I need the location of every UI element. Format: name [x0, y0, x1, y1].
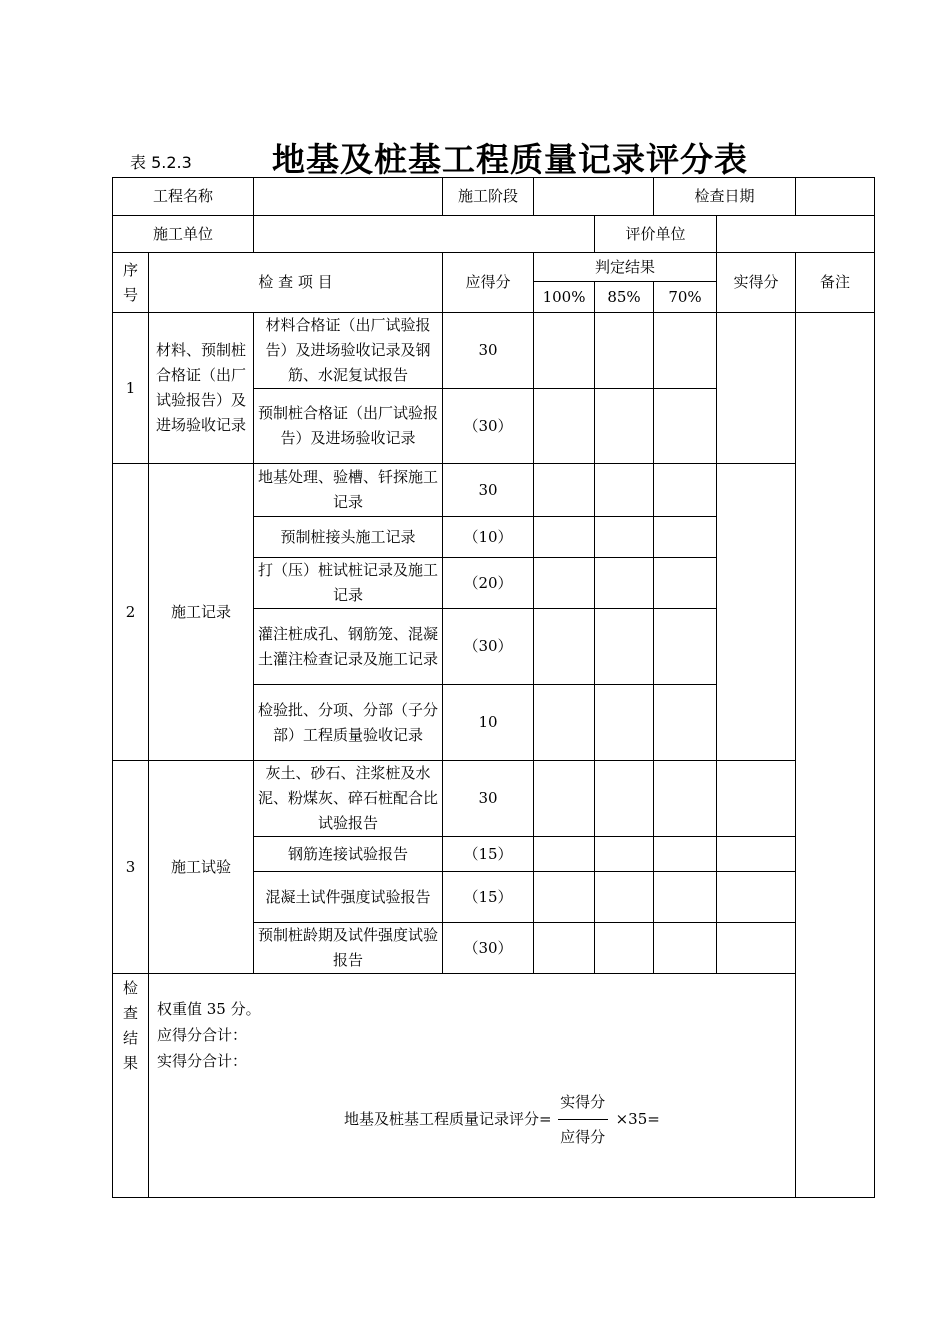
item-score: （10）: [443, 517, 534, 558]
result-100-cell[interactable]: [534, 685, 595, 761]
formula-denominator: 应得分: [560, 1128, 606, 1146]
item-score: 30: [443, 313, 534, 389]
summary-row: [113, 974, 875, 1198]
group-seq: 1: [113, 313, 149, 464]
group-name: 施工记录: [149, 464, 254, 761]
result-85-cell[interactable]: [595, 517, 654, 558]
result-70-cell[interactable]: [654, 517, 717, 558]
item-score: 10: [443, 685, 534, 761]
result-100-cell[interactable]: [534, 389, 595, 464]
item-score: 30: [443, 761, 534, 837]
check-item: 地基处理、验槽、钎探施工记录: [254, 464, 443, 517]
project-name-field[interactable]: [254, 178, 443, 216]
result-100-cell[interactable]: [534, 464, 595, 517]
result-85-cell[interactable]: [595, 389, 654, 464]
check-item: 预制桩接头施工记录: [254, 517, 443, 558]
result-100-cell[interactable]: [534, 761, 595, 837]
check-item: 灰土、砂石、注浆桩及水泥、粉煤灰、碎石桩配合比试验报告: [254, 761, 443, 837]
result-100-cell[interactable]: [534, 923, 595, 974]
result-70-cell[interactable]: [654, 923, 717, 974]
table-number: 表 5.2.3: [130, 153, 192, 172]
result-85-cell[interactable]: [595, 464, 654, 517]
summary-label: 检查结果: [113, 974, 149, 1198]
result-100-cell[interactable]: [534, 517, 595, 558]
table-row: [113, 464, 875, 517]
project-name-label: 工程名称: [113, 178, 254, 216]
expected-total-text: 应得分合计：: [157, 1026, 248, 1044]
group-seq: 3: [113, 761, 149, 974]
group-name: 材料、预制桩合格证（出厂试验报告）及进场验收记录: [149, 313, 254, 464]
contractor-label: 施工单位: [113, 216, 254, 253]
item-score: （15）: [443, 837, 534, 872]
fraction-bar: [558, 1119, 608, 1120]
result-85-cell[interactable]: [595, 558, 654, 609]
check-item: 预制桩龄期及试件强度试验报告: [254, 923, 443, 974]
table-row: [113, 761, 875, 837]
item-score: 30: [443, 464, 534, 517]
result-70-cell[interactable]: [654, 464, 717, 517]
result-85-cell[interactable]: [595, 872, 654, 923]
result-100-cell[interactable]: [534, 313, 595, 389]
info-row-1: [113, 178, 875, 216]
formula-fraction: [558, 1088, 608, 1151]
result-70-cell[interactable]: [654, 837, 717, 872]
phase-label: 施工阶段: [443, 178, 534, 216]
check-date-label: 检查日期: [654, 178, 796, 216]
check-item: 钢筋连接试验报告: [254, 837, 443, 872]
result-70-cell[interactable]: [654, 558, 717, 609]
formula-numerator: 实得分: [560, 1093, 606, 1111]
result-85-cell[interactable]: [595, 313, 654, 389]
actual-score-cell[interactable]: [717, 464, 796, 761]
actual-total-text: 实得分合计：: [157, 1052, 248, 1070]
result-85-cell[interactable]: [595, 609, 654, 685]
score-formula: [344, 1088, 874, 1151]
item-score: （30）: [443, 609, 534, 685]
col-seq: 序号: [113, 253, 149, 313]
result-100-cell[interactable]: [534, 609, 595, 685]
column-header-row-1: [113, 253, 875, 282]
evaluator-field[interactable]: [717, 216, 875, 253]
col-100: 100%: [534, 282, 595, 313]
check-item: 预制桩合格证（出厂试验报告）及进场验收记录: [254, 389, 443, 464]
col-score: 应得分: [443, 253, 534, 313]
result-85-cell[interactable]: [595, 761, 654, 837]
result-85-cell[interactable]: [595, 837, 654, 872]
item-score: （30）: [443, 389, 534, 464]
result-100-cell[interactable]: [534, 837, 595, 872]
result-70-cell[interactable]: [654, 389, 717, 464]
col-85: 85%: [595, 282, 654, 313]
check-item: 材料合格证（出厂试验报告）及进场验收记录及钢筋、水泥复试报告: [254, 313, 443, 389]
col-70: 70%: [654, 282, 717, 313]
weight-text: 权重值 35 分。: [157, 1000, 261, 1018]
group-seq: 2: [113, 464, 149, 761]
evaluator-label: 评价单位: [595, 216, 717, 253]
check-item: 混凝土试件强度试验报告: [254, 872, 443, 923]
check-item: 检验批、分项、分部（子分部）工程质量验收记录: [254, 685, 443, 761]
check-date-field[interactable]: [796, 178, 875, 216]
col-actual: 实得分: [717, 253, 796, 313]
result-100-cell[interactable]: [534, 872, 595, 923]
formula-prefix: 地基及桩基工程质量记录评分=: [344, 1110, 552, 1128]
phase-field[interactable]: [534, 178, 654, 216]
item-score: （15）: [443, 872, 534, 923]
check-item: 灌注桩成孔、钢筋笼、混凝土灌注检查记录及施工记录: [254, 609, 443, 685]
contractor-field[interactable]: [254, 216, 595, 253]
result-70-cell[interactable]: [654, 609, 717, 685]
page-title: 地基及桩基工程质量记录评分表: [272, 140, 748, 179]
result-70-cell[interactable]: [654, 685, 717, 761]
actual-score-cell[interactable]: [717, 837, 796, 872]
col-judgement: 判定结果: [534, 253, 717, 282]
check-item: 打（压）桩试桩记录及施工记录: [254, 558, 443, 609]
actual-score-cell[interactable]: [717, 761, 796, 837]
result-70-cell[interactable]: [654, 313, 717, 389]
result-100-cell[interactable]: [534, 558, 595, 609]
summary-body: [149, 974, 875, 1198]
item-score: （20）: [443, 558, 534, 609]
col-item: 检 查 项 目: [149, 253, 443, 313]
item-score: （30）: [443, 923, 534, 974]
group-name: 施工试验: [149, 761, 254, 974]
result-85-cell[interactable]: [595, 923, 654, 974]
actual-score-cell[interactable]: [717, 872, 796, 923]
actual-score-cell[interactable]: [717, 313, 796, 464]
score-table: [112, 177, 875, 1198]
result-85-cell[interactable]: [595, 685, 654, 761]
formula-suffix: ×35=: [615, 1110, 660, 1128]
actual-score-cell[interactable]: [717, 923, 796, 974]
result-70-cell[interactable]: [654, 761, 717, 837]
result-70-cell[interactable]: [654, 872, 717, 923]
info-row-2: [113, 216, 875, 253]
table-row: [113, 313, 875, 389]
col-note: 备注: [796, 253, 875, 313]
